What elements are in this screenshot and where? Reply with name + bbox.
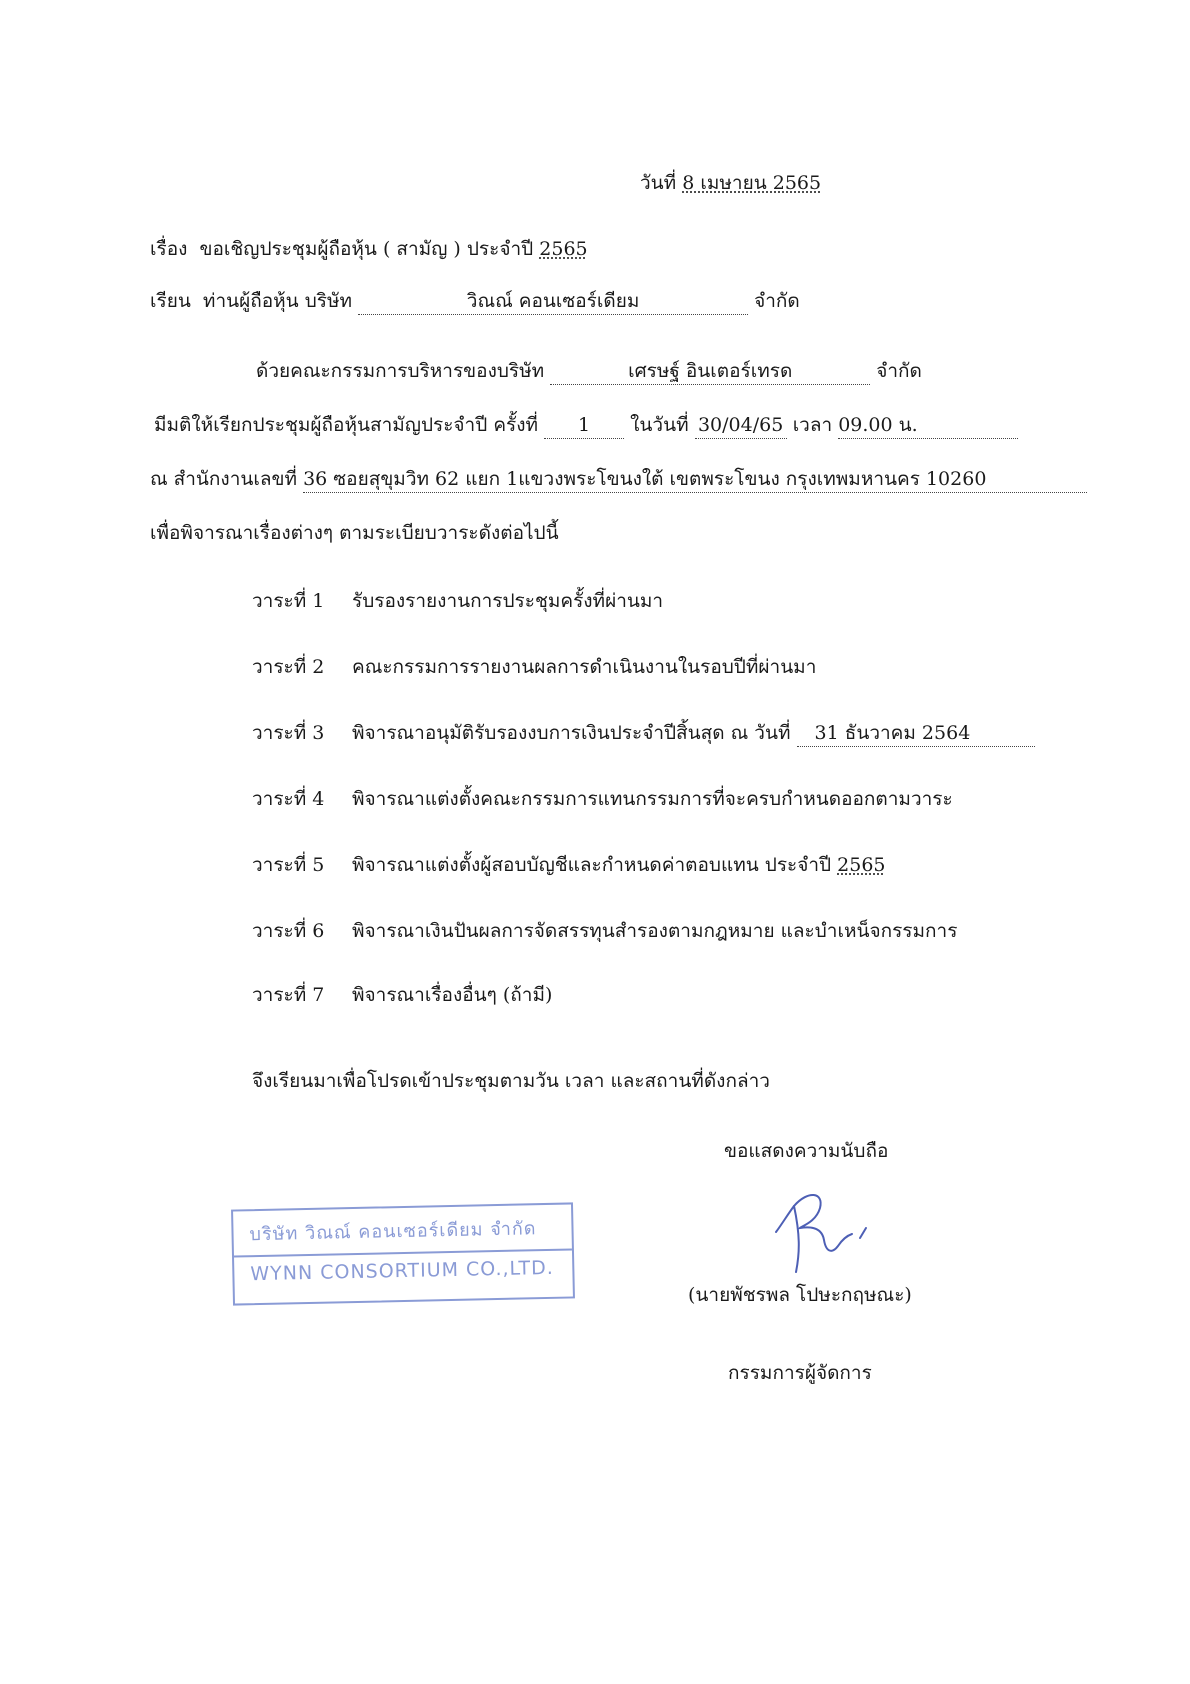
- agenda-item: [252, 588, 663, 614]
- recipient-label: เรียน: [150, 290, 191, 312]
- agenda-text: รับรองรายงานการประชุมครั้งที่ผ่านมา: [352, 590, 664, 612]
- agenda-number: วาระที่ 3: [252, 722, 325, 744]
- stamp-thai-name: บริษัท วิณณ์ คอนเซอร์เดียม จำกัด: [249, 1218, 537, 1246]
- meeting-time: 09.00 น.: [838, 412, 1018, 439]
- body-line-2: [154, 412, 1018, 439]
- subject-year: 2565: [539, 238, 588, 260]
- agenda-number: วาระที่ 6: [252, 920, 325, 942]
- subject-label: เรื่อง: [150, 238, 188, 260]
- signature-icon: [766, 1184, 896, 1274]
- agenda-text: พิจารณาเงินปันผลการจัดสรรทุนสำรองตามกฎหมาย และบำเหน็จกรรมการ: [352, 920, 958, 942]
- signatory-name: (นายพัชรพล โปษะกฤษณะ): [688, 1284, 912, 1306]
- agenda-text: พิจารณาอนุมัติรับรองงบการเงินประจำปีสิ้นสุด ณ วันที่: [352, 722, 791, 744]
- closing-text: จึงเรียนมาเพื่อโปรดเข้าประชุมตามวัน เวลา และสถานที่ดังกล่าว: [252, 1070, 770, 1092]
- agenda-3-fill: 31 ธันวาคม 2564: [797, 720, 1035, 747]
- agenda-item: [252, 982, 552, 1008]
- recipient-suffix: จำกัด: [754, 290, 800, 312]
- date-value: 8 เมษายน 2565: [682, 172, 822, 194]
- agenda-text: พิจารณาแต่งตั้งผู้สอบบัญชีและกำหนดค่าตอบแทน ประจำปี: [352, 854, 832, 876]
- body-l3-prefix: ณ สำนักงานเลขที่: [150, 468, 298, 490]
- agenda-number: วาระที่ 5: [252, 854, 325, 876]
- body-l1-suffix: จำกัด: [876, 360, 922, 382]
- date-prefix: วันที่: [640, 172, 677, 194]
- agenda-number: วาระที่ 4: [252, 788, 325, 810]
- stamp-english-name: WYNN CONSORTIUM CO.,LTD.: [250, 1256, 555, 1286]
- agenda-item: [252, 786, 953, 812]
- body-l4: เพื่อพิจารณาเรื่องต่างๆ ตามระเบียบวาระดังต่อไปนี้: [150, 522, 559, 544]
- agenda-number: วาระที่ 2: [252, 656, 325, 678]
- regards-text: ขอแสดงความนับถือ: [724, 1140, 889, 1162]
- body-line-3: [150, 466, 1087, 493]
- agenda-number: วาระที่ 7: [252, 984, 325, 1006]
- agenda-5-fill: 2565: [837, 854, 886, 876]
- agenda-text: พิจารณาเรื่องอื่นๆ (ถ้ามี): [352, 984, 553, 1006]
- meeting-date: 30/04/65: [695, 412, 787, 439]
- agenda-text: คณะกรรมการรายงานผลการดำเนินงานในรอบปีที่ผ่านมา: [352, 656, 817, 678]
- body-l2-date-label: ในวันที่: [630, 414, 689, 436]
- body-l2-prefix: มีมติให้เรียกประชุมผู้ถือหุ้นสามัญประจำปี ครั้งที่: [154, 414, 539, 436]
- meeting-number: 1: [544, 412, 624, 439]
- agenda-item: [252, 654, 816, 680]
- agenda-number: วาระที่ 1: [252, 590, 325, 612]
- subject-line: [150, 236, 588, 262]
- body-line-4: [150, 520, 559, 546]
- agenda-item: [252, 918, 957, 944]
- company-stamp: [231, 1202, 575, 1305]
- stamp-divider: [234, 1248, 572, 1257]
- meeting-address: 36 ซอยสุขุมวิท 62 แยก 1แขวงพระโขนงใต้ เขตพระโขนง กรุงเทพมหานคร 10260: [303, 466, 1087, 493]
- body-l2-time-label: เวลา: [792, 414, 833, 436]
- agenda-item: [252, 852, 886, 878]
- recipient-text: ท่านผู้ถือหุ้น บริษัท: [202, 290, 353, 312]
- recipient-line: [150, 288, 800, 315]
- agenda-item: [252, 720, 1035, 747]
- recipient-company: วิณณ์ คอนเซอร์เดียม: [358, 288, 748, 315]
- agenda-text: พิจารณาแต่งตั้งคณะกรรมการแทนกรรมการที่จะครบกำหนดออกตามวาระ: [352, 788, 953, 810]
- subject-text: ขอเชิญประชุมผู้ถือหุ้น ( สามัญ ) ประจำปี: [199, 238, 534, 260]
- body-line-1: [256, 358, 922, 385]
- body-l1-prefix: ด้วยคณะกรรมการบริหารของบริษัท: [256, 360, 545, 382]
- date-line: [640, 170, 821, 196]
- signatory-position: กรรมการผู้จัดการ: [728, 1362, 872, 1384]
- body-l1-company: เศรษฐ์ อินเตอร์เทรด: [550, 358, 870, 385]
